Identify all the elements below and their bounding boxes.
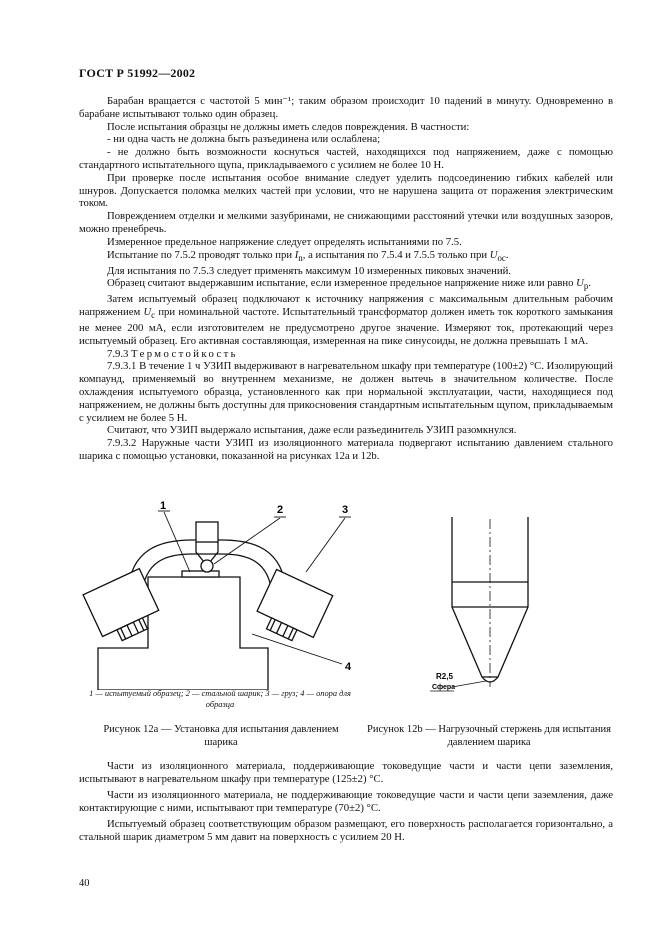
paragraph: При проверке после испытания особое внимание следует уделить подсоединению гибких кабелей или шнуров. Допускается поломка мелких частей при условии, что не нарушена защита от поражения электрическим током. — [79, 171, 613, 210]
paragraph-pass-criterion: Образец считают выдержавшим испытание, если измеренное предельное напряжение ниже или равно $U_p$. — [107, 277, 591, 292]
paragraph: Испытуемый образец соответствующим образом размещают, его поверхность располагается горизонтально, а стальной шарик диаметром 5 мм давит на поверхность с усилием 20 Н. — [79, 818, 613, 843]
paragraph: Для испытания по 7.5.3 следует применять максимум 10 измеренных пиковых значений. — [107, 264, 511, 277]
paragraph: 7.9.3.2 Наружные части УЗИП из изоляционного материала подвергают испытанию давлением стального шарика с помощью установки, показанной на рисунках 12а и 12b. — [79, 437, 613, 462]
figure-label-4: 4 — [345, 661, 352, 673]
page-number: 40 — [79, 878, 90, 889]
right-weight — [252, 569, 333, 648]
figure-12b-caption: Рисунок 12b — Нагрузочный стержень для испытания давлением шарика — [367, 724, 611, 748]
load-rod — [196, 522, 218, 542]
paragraph: После испытания образцы не должны иметь следов повреждения. В частности: — [107, 120, 470, 133]
paragraph: 7.9.3.1 В течение 1 ч УЗИП выдерживают в нагревательном шкафу при температуре (100±2) °С. Изолирующий компаунд, применяемый во внутреннем механизме, не должен вытечь в значительном количестве. После охлаждения испытуемого образца, установленного как при нормальной эксплуатации, части, находящиеся под напряжением, не должны быть доступны для прикосновения стандартным испытательным щупом, прикладываемым с усилием не более 5 Н. — [79, 360, 613, 424]
paragraph: Считают, что УЗИП выдержало испытания, даже если разъединитель УЗИП разомкнулся. — [107, 424, 517, 437]
section-heading: 7.9.3 Термостойкость — [107, 347, 238, 360]
bottom-text — [79, 760, 613, 847]
paragraph: - ни одна часть не должна быть разъединена или ослаблена; — [107, 133, 381, 146]
sphere-label: Сфера — [432, 684, 456, 691]
figure-12b-load-rod — [430, 517, 540, 692]
paragraph: Измеренное предельное напряжение следует определять испытаниями по 7.5. — [107, 235, 462, 248]
paragraph: Барабан вращается с частотой 5 мин⁻¹; таким образом происходит 10 падений в минуту. Одновременно в барабане испытывают только один образец. — [79, 95, 613, 120]
figure-12a-legend: 1 — испытуемый образец; 2 — стальной шарик; 3 — груз; 4 — опора для образца — [89, 689, 351, 709]
figure-12a-caption: Рисунок 12а — Установка для испытания давлением шарика — [103, 724, 339, 748]
paragraph: Части из изоляционного материала, поддерживающие токоведущие части и части цепи заземления, испытывают в нагревательном шкафу при температуре (125±2) °С. — [79, 760, 613, 785]
document-header: ГОСТ Р 51992—2002 — [79, 66, 196, 80]
paragraph-test-conditions: Испытание по 7.5.2 проводят только при $I_n$, а испытания по 7.5.4 и 7.5.5 только при $U_{oc}$. — [107, 248, 509, 263]
paragraph: Части из изоляционного материала, не поддерживающие токоведущие части и части цепи заземления, даже контактирующие с ними, испытывают при температуре (70±2) °С. — [79, 789, 613, 814]
paragraph-connection: Затем испытуемый образец подключают к источнику напряжения с максимальным длительным рабочим напряжением $U_c$ при номинальной частоте. Испытательный трансформатор должен иметь ток короткого замыкания не менее 200 мА, если изготовителем не предусмотрено другое значение. Измеряют ток, протекающий через испытуемый образец. Его активная составляющая, измеренная на пике синусоиды, не должна превышать 1 мА. — [79, 293, 614, 347]
test-sample — [182, 571, 219, 577]
figure-label-1: 1 — [160, 500, 167, 512]
main-text — [79, 95, 613, 463]
figure-12a-apparatus — [80, 500, 355, 690]
steel-ball — [201, 560, 213, 572]
paragraph: - не должно быть возможности коснуться частей, находящихся под напряжением, даже с помощью стандартного испытательного щупа, прикладываемого с усилием не более 10 Н. — [79, 146, 613, 171]
figure-label-3: 3 — [342, 504, 349, 516]
paragraph: Повреждением отделки и мелкими зазубринами, не снижающими расстояний утечки или воздушных зазоров, можно пренебречь. — [79, 210, 613, 235]
radius-label: R2,5 — [436, 672, 453, 681]
figure-label-2: 2 — [277, 504, 284, 516]
